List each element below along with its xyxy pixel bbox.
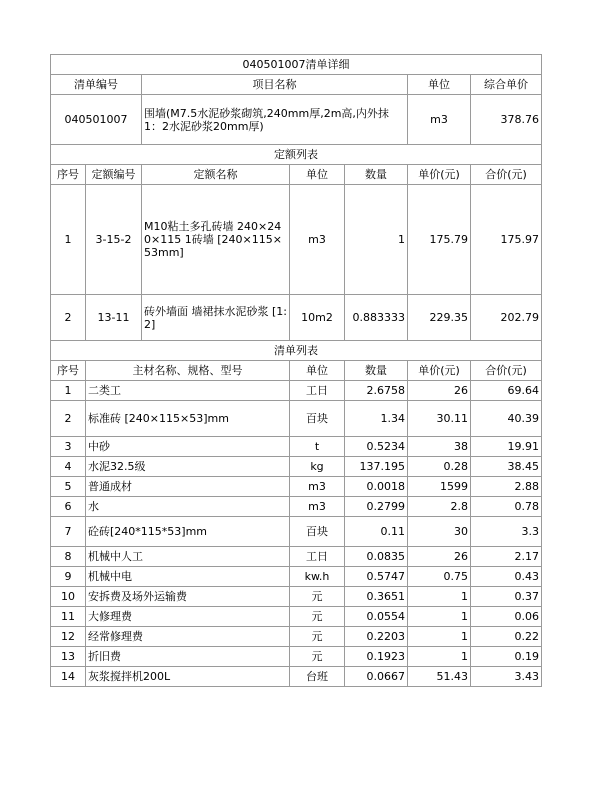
material-name: 水 [86,497,290,517]
quota-unit-header: 单位 [290,165,345,185]
quota-seq: 1 [51,185,86,295]
material-seq: 5 [51,477,86,497]
material-qty: 0.1923 [345,647,408,667]
material-seq: 12 [51,627,86,647]
material-unit-price: 26 [408,381,471,401]
material-row [51,587,542,607]
quota-header-row [51,165,542,185]
material-seq: 13 [51,647,86,667]
material-qty: 0.2203 [345,627,408,647]
material-total: 3.43 [471,667,542,687]
material-unit-price: 1 [408,587,471,607]
bill-price: 378.76 [471,95,542,145]
material-total: 0.22 [471,627,542,647]
material-unit-price: 38 [408,437,471,457]
material-row [51,607,542,627]
material-unit: kg [290,457,345,477]
quota-name-header: 定额名称 [142,165,290,185]
material-seq: 6 [51,497,86,517]
material-name: 折旧费 [86,647,290,667]
material-name: 中砂 [86,437,290,457]
title-row [51,55,542,75]
material-row [51,477,542,497]
material-unit-header: 单位 [290,361,345,381]
material-row [51,401,542,437]
item-name-header: 项目名称 [142,75,408,95]
material-row [51,517,542,547]
quota-section-title: 定额列表 [51,145,542,165]
material-unit: 元 [290,627,345,647]
material-total: 0.06 [471,607,542,627]
material-name: 砼砖[240*115*53]mm [86,517,290,547]
material-unit: 工日 [290,547,345,567]
material-name: 灰浆搅拌机200L [86,667,290,687]
material-row [51,667,542,687]
quota-section-row [51,145,542,165]
quota-unit-price: 229.35 [408,295,471,341]
material-unit-price: 0.28 [408,457,471,477]
quota-qty: 1 [345,185,408,295]
material-qty: 137.195 [345,457,408,477]
material-total: 19.91 [471,437,542,457]
quota-qty-header: 数量 [345,165,408,185]
quota-name: M10粘土多孔砖墙 240×240×115 1砖墙 [240×115×53mm] [142,185,290,295]
material-unit-price: 51.43 [408,667,471,687]
material-total: 38.45 [471,457,542,477]
material-name: 经常修理费 [86,627,290,647]
material-qty: 0.2799 [345,497,408,517]
quota-row [51,185,542,295]
material-row [51,647,542,667]
material-seq: 1 [51,381,86,401]
material-name: 大修理费 [86,607,290,627]
material-seq: 2 [51,401,86,437]
material-total: 0.19 [471,647,542,667]
material-unit: 元 [290,587,345,607]
quota-unit: m3 [290,185,345,295]
material-total: 3.3 [471,517,542,547]
material-row [51,457,542,477]
bill-code: 040501007 [51,95,142,145]
material-qty: 0.0667 [345,667,408,687]
bill-header-row [51,75,542,95]
composite-price-header: 综合单价 [471,75,542,95]
material-total: 0.43 [471,567,542,587]
material-name-header: 主材名称、规格、型号 [86,361,290,381]
material-unit: kw.h [290,567,345,587]
material-name: 水泥32.5级 [86,457,290,477]
material-qty: 1.34 [345,401,408,437]
material-unit: 台班 [290,667,345,687]
material-qty: 0.5234 [345,437,408,457]
material-unit-price: 1 [408,607,471,627]
quota-unit-price: 175.79 [408,185,471,295]
material-seq: 9 [51,567,86,587]
material-unit: 元 [290,607,345,627]
material-unit: 工日 [290,381,345,401]
material-name: 二类工 [86,381,290,401]
material-unit: t [290,437,345,457]
quota-seq: 2 [51,295,86,341]
material-unit-price: 30 [408,517,471,547]
quota-unit-price-header: 单价(元) [408,165,471,185]
material-total: 2.88 [471,477,542,497]
quota-code-header: 定额编号 [86,165,142,185]
material-section-row [51,341,542,361]
material-qty: 0.0554 [345,607,408,627]
material-seq: 11 [51,607,86,627]
material-unit-price: 26 [408,547,471,567]
bill-code-header: 清单编号 [51,75,142,95]
material-unit: 百块 [290,517,345,547]
material-seq: 8 [51,547,86,567]
quota-qty: 0.883333 [345,295,408,341]
material-total-header: 合价(元) [471,361,542,381]
material-seq: 14 [51,667,86,687]
material-name: 机械中电 [86,567,290,587]
material-seq-header: 序号 [51,361,86,381]
material-header-row [51,361,542,381]
material-total: 2.17 [471,547,542,567]
material-qty: 0.11 [345,517,408,547]
material-row [51,497,542,517]
material-seq: 10 [51,587,86,607]
material-unit-price-header: 单价(元) [408,361,471,381]
material-qty: 0.5747 [345,567,408,587]
material-unit-price: 2.8 [408,497,471,517]
material-unit: m3 [290,477,345,497]
material-seq: 3 [51,437,86,457]
table-title: 040501007清单详细 [51,55,542,75]
material-unit-price: 30.11 [408,401,471,437]
material-row [51,437,542,457]
material-total: 69.64 [471,381,542,401]
material-total: 0.37 [471,587,542,607]
bill-detail-table [50,54,542,687]
material-unit: 元 [290,647,345,667]
material-qty: 0.0835 [345,547,408,567]
quota-row [51,295,542,341]
material-name: 机械中人工 [86,547,290,567]
material-unit-price: 0.75 [408,567,471,587]
material-row [51,567,542,587]
quota-seq-header: 序号 [51,165,86,185]
material-unit: m3 [290,497,345,517]
material-section-title: 清单列表 [51,341,542,361]
material-row [51,381,542,401]
material-qty-header: 数量 [345,361,408,381]
bill-row [51,95,542,145]
material-qty: 0.3651 [345,587,408,607]
quota-unit: 10m2 [290,295,345,341]
quota-code: 13-11 [86,295,142,341]
material-row [51,547,542,567]
quota-total-header: 合价(元) [471,165,542,185]
material-name: 安拆费及场外运输费 [86,587,290,607]
material-total: 40.39 [471,401,542,437]
material-seq: 7 [51,517,86,547]
material-qty: 0.0018 [345,477,408,497]
material-unit: 百块 [290,401,345,437]
material-name: 标准砖 [240×115×53]mm [86,401,290,437]
quota-name: 砖外墙面 墙裙抹水泥砂浆 [1:2] [142,295,290,341]
material-unit-price: 1 [408,627,471,647]
material-unit-price: 1599 [408,477,471,497]
quota-total: 202.79 [471,295,542,341]
material-seq: 4 [51,457,86,477]
material-name: 普通成材 [86,477,290,497]
material-total: 0.78 [471,497,542,517]
quota-code: 3-15-2 [86,185,142,295]
unit-header: 单位 [408,75,471,95]
material-unit-price: 1 [408,647,471,667]
material-qty: 2.6758 [345,381,408,401]
material-row [51,627,542,647]
bill-unit: m3 [408,95,471,145]
quota-total: 175.97 [471,185,542,295]
bill-item-name: 围墙(M7.5水泥砂浆砌筑,240mm厚,2m高,内外抹1：2水泥砂浆20mm厚) [142,95,408,145]
